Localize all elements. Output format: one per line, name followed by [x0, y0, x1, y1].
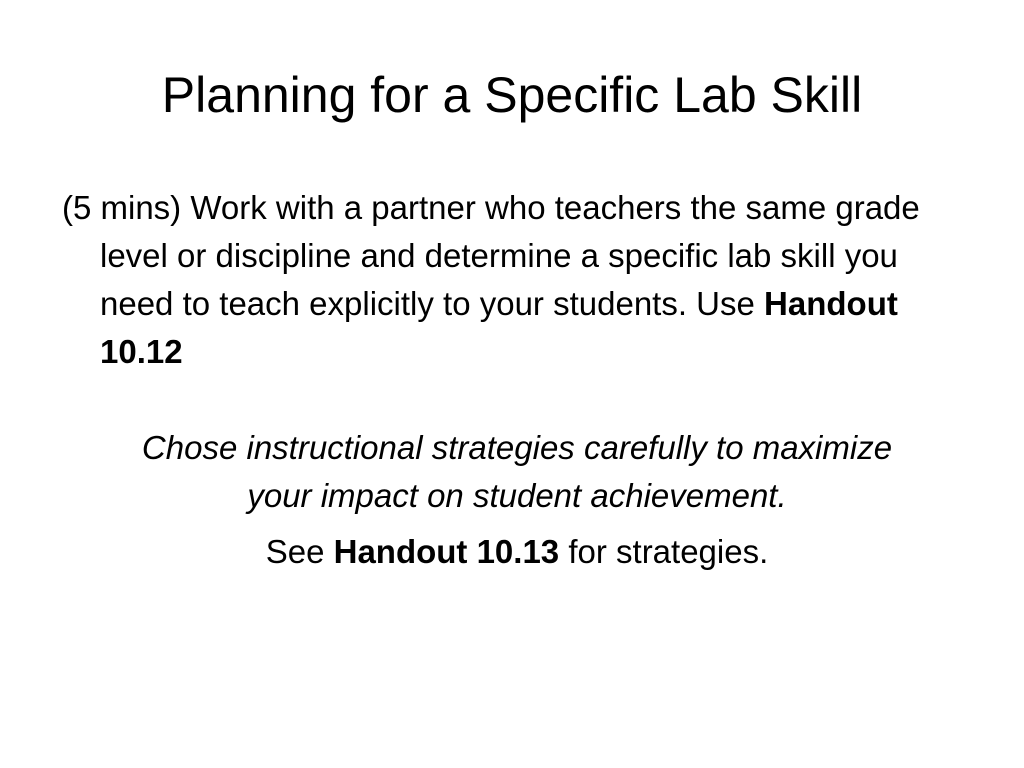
strategy-note: Chose instructional strategies carefully to maximize your impact on student achievement.: [141, 429, 893, 514]
slide-title: Planning for a Specific Lab Skill: [161, 67, 863, 123]
handout-1013-reference: Handout 10.13: [333, 533, 560, 570]
see-suffix: for strategies.: [559, 533, 769, 570]
handout-1012-reference: Handout 10.12: [100, 285, 898, 370]
see-prefix: See: [265, 533, 334, 570]
instruction-text: (5 mins) Work with a partner who teachers the same grade level or discipline and determine a specific lab skill you need to teach explicitly to your students. Use: [62, 189, 920, 322]
see-handout-line: [62, 528, 972, 576]
instruction-paragraph: [62, 184, 972, 376]
slide-body: [62, 184, 972, 576]
